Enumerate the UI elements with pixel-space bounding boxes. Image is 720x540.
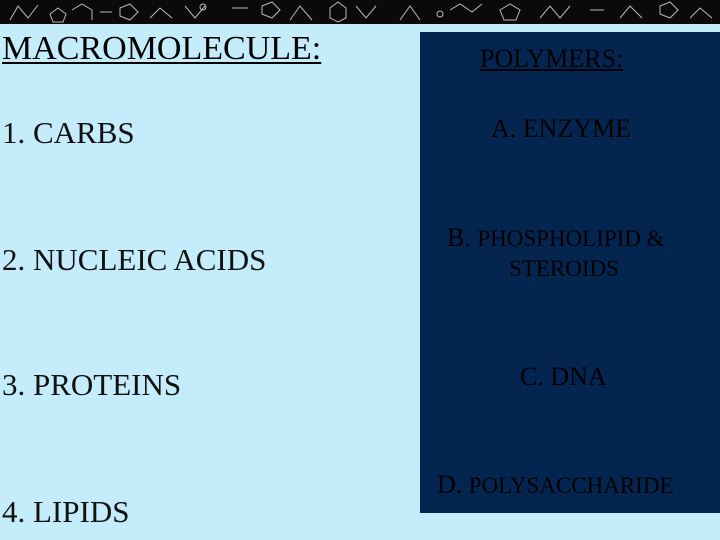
polymer-text: DNA (550, 362, 607, 391)
polymers-heading: POLYMERS: (480, 44, 624, 73)
polymer-text: PHOSPHOLIPID & (477, 226, 665, 251)
polymer-letter: A. (491, 114, 517, 143)
macromolecule-item-carbs: 1. CARBS (2, 115, 135, 150)
macromolecule-item-nucleic-acids: 2. NUCLEIC ACIDS (2, 242, 267, 277)
polymer-letter: B. (447, 223, 471, 252)
chemical-structures-banner (0, 0, 720, 24)
polymer-item-dna (520, 362, 607, 392)
macromolecule-item-proteins: 3. PROTEINS (2, 367, 182, 402)
polymer-text: ENZYME (522, 114, 632, 143)
chemical-structure-icon (0, 0, 720, 24)
polymer-item-steroids: STEROIDS (509, 256, 619, 281)
polymer-letter: C. (520, 362, 544, 391)
macromolecule-item-lipids: 4. LIPIDS (2, 494, 130, 529)
polymer-text: POLYSACCHARIDE (468, 473, 674, 498)
polymer-item-enzyme (491, 114, 631, 144)
macromolecule-heading: MACROMOLECULE: (2, 30, 322, 67)
polymer-letter: D. (437, 470, 463, 499)
polymer-item-phospholipid (447, 223, 665, 253)
polymer-item-polysaccharide (437, 470, 674, 500)
